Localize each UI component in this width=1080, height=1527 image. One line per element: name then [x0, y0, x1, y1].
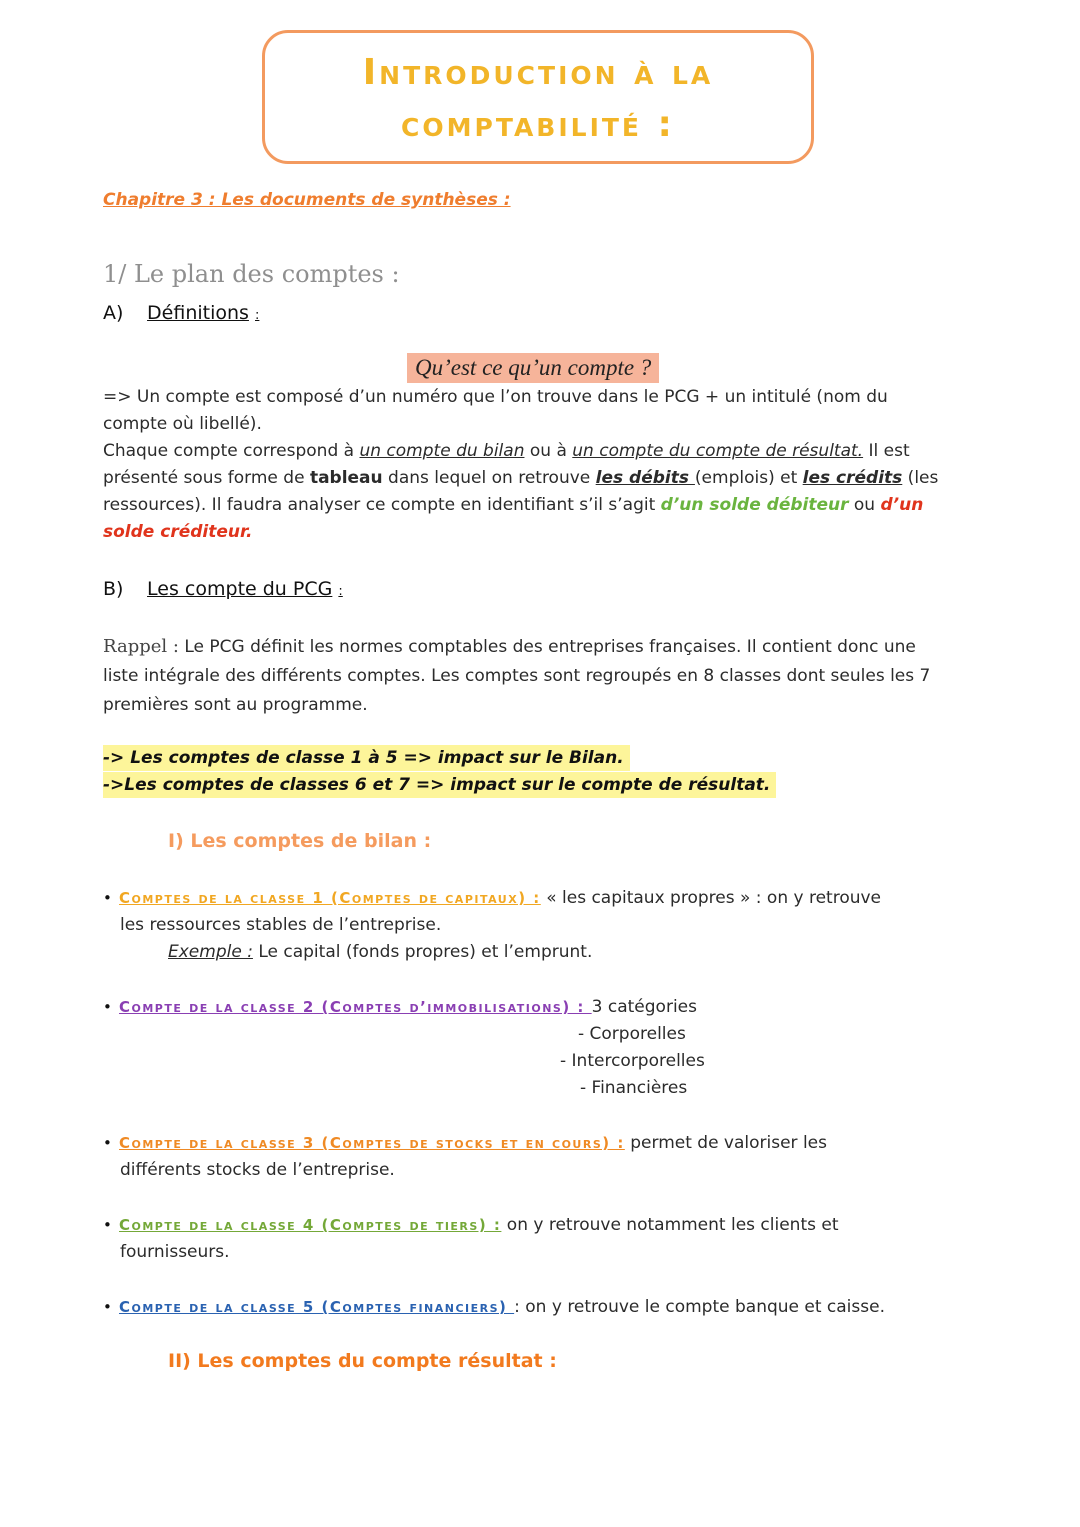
subsection-b-label: B)	[103, 578, 124, 600]
text-run: (les	[902, 468, 939, 488]
chapter-heading: Chapitre 3 : Les documents de synthèses :	[103, 190, 511, 210]
para-line: premières sont au programme.	[103, 695, 368, 715]
class-1-continuation: les ressources stables de l’entreprise.	[120, 915, 442, 935]
question-highlight: Qu’est ce qu’un compte ?	[407, 353, 659, 383]
text-run: présenté sous forme de	[103, 468, 310, 488]
subsection-a-colon: :	[255, 308, 260, 323]
class-4-continuation: fournisseurs.	[120, 1242, 230, 1262]
class-4-title: Compte de la classe 4 (Comptes de tiers) :	[119, 1216, 502, 1234]
text-run: (emplois) et	[694, 468, 803, 488]
para-line: => Un compte est composé d’un numéro que l’on trouve dans le PCG + un intitulé (nom du	[103, 387, 888, 407]
para-line: liste intégrale des différents comptes. Les comptes sont regroupés en 8 classes dont seules les 7	[103, 666, 931, 686]
para-line	[103, 492, 983, 519]
definition-paragraph	[103, 384, 983, 546]
text-run: Chaque compte correspond à	[103, 441, 360, 461]
class-1-example	[168, 939, 592, 966]
para-line	[103, 632, 983, 662]
class-2-title: Compte de la classe 2 (Comptes d’immobilisations) :	[119, 998, 592, 1016]
para-line	[103, 438, 983, 465]
subsection-b-heading	[103, 578, 343, 600]
example-label: Exemple :	[168, 942, 253, 962]
class-1-text: « les capitaux propres » : on y retrouve	[540, 888, 882, 908]
subsection-a-heading	[103, 302, 259, 324]
subsection-i-heading: I) Les comptes de bilan :	[168, 830, 432, 852]
class-5-text: : on y retrouve le compte banque et caisse.	[514, 1297, 885, 1317]
bullet-dot-icon: •	[103, 1298, 112, 1316]
class-3-continuation: différents stocks de l’entreprise.	[120, 1160, 395, 1180]
subsection-ii-heading: II) Les comptes du compte résultat :	[168, 1350, 557, 1372]
class-3-title: Compte de la classe 3 (Comptes de stocks et en cours) :	[119, 1134, 625, 1152]
text-run: ou à	[524, 441, 573, 461]
text-run: les crédits	[802, 468, 903, 488]
text-run: d’un solde débiteur	[660, 495, 849, 515]
bullet-class-3	[103, 1130, 827, 1157]
class-2-item: - Corporelles	[578, 1024, 686, 1044]
class-2-item: - Intercorporelles	[560, 1051, 705, 1071]
bullet-class-5	[103, 1294, 885, 1321]
subsection-a-text: Définitions	[147, 302, 249, 324]
highlight-line-1: -> Les comptes de classe 1 à 5 => impact sur le Bilan.	[103, 745, 630, 771]
text-run: ressources). Il faudra analyser ce compte en identifiant s’il s’agit	[103, 495, 661, 515]
class-4-text: on y retrouve notamment les clients et	[501, 1215, 839, 1235]
highlight-line-2: ->Les comptes de classes 6 et 7 => impact sur le compte de résultat.	[103, 772, 776, 798]
rappel-paragraph	[103, 632, 983, 720]
bullet-dot-icon: •	[103, 1134, 112, 1152]
class-5-title: Compte de la classe 5 (Comptes financiers)	[119, 1298, 515, 1316]
subsection-b-colon: :	[338, 584, 343, 599]
text-run: un compte du bilan	[359, 441, 525, 461]
example-text: Le capital (fonds propres) et l’emprunt.	[252, 942, 593, 962]
bullet-dot-icon: •	[103, 889, 112, 907]
subsection-b-text: Les compte du PCG	[147, 578, 333, 600]
text-run: un compte du compte de résultat.	[572, 441, 864, 461]
class-3-text: permet de valoriser les	[624, 1133, 827, 1153]
para-line: solde créditeur.	[103, 522, 253, 542]
text-run: les débits	[595, 468, 695, 488]
text-run: d’un	[880, 495, 924, 515]
bullet-class-4	[103, 1212, 839, 1239]
bullet-class-2	[103, 994, 697, 1021]
section-1-heading: 1/ Le plan des comptes :	[103, 260, 400, 288]
text-run: Le PCG définit les normes comptables des entreprises françaises. Il contient donc une	[178, 637, 916, 657]
class-1-title: Comptes de la classe 1 (Comptes de capitaux) :	[119, 889, 541, 907]
subsection-a-label: A)	[103, 302, 124, 324]
class-2-text: 3 catégories	[591, 997, 697, 1017]
title-line-1: Introduction à la	[362, 52, 714, 93]
bullet-dot-icon: •	[103, 1216, 112, 1234]
text-run: Il est	[863, 441, 910, 461]
text-run: ou	[848, 495, 881, 515]
class-2-item: - Financières	[580, 1078, 688, 1098]
title-line-2: comptabilité :	[401, 104, 675, 145]
para-line	[103, 465, 983, 492]
para-line: compte où libellé).	[103, 414, 262, 434]
bullet-class-1	[103, 885, 881, 912]
rappel-label: Rappel :	[103, 636, 179, 657]
text-run: dans lequel on retrouve	[382, 468, 596, 488]
bullet-dot-icon: •	[103, 998, 112, 1016]
text-run: tableau	[309, 468, 383, 488]
